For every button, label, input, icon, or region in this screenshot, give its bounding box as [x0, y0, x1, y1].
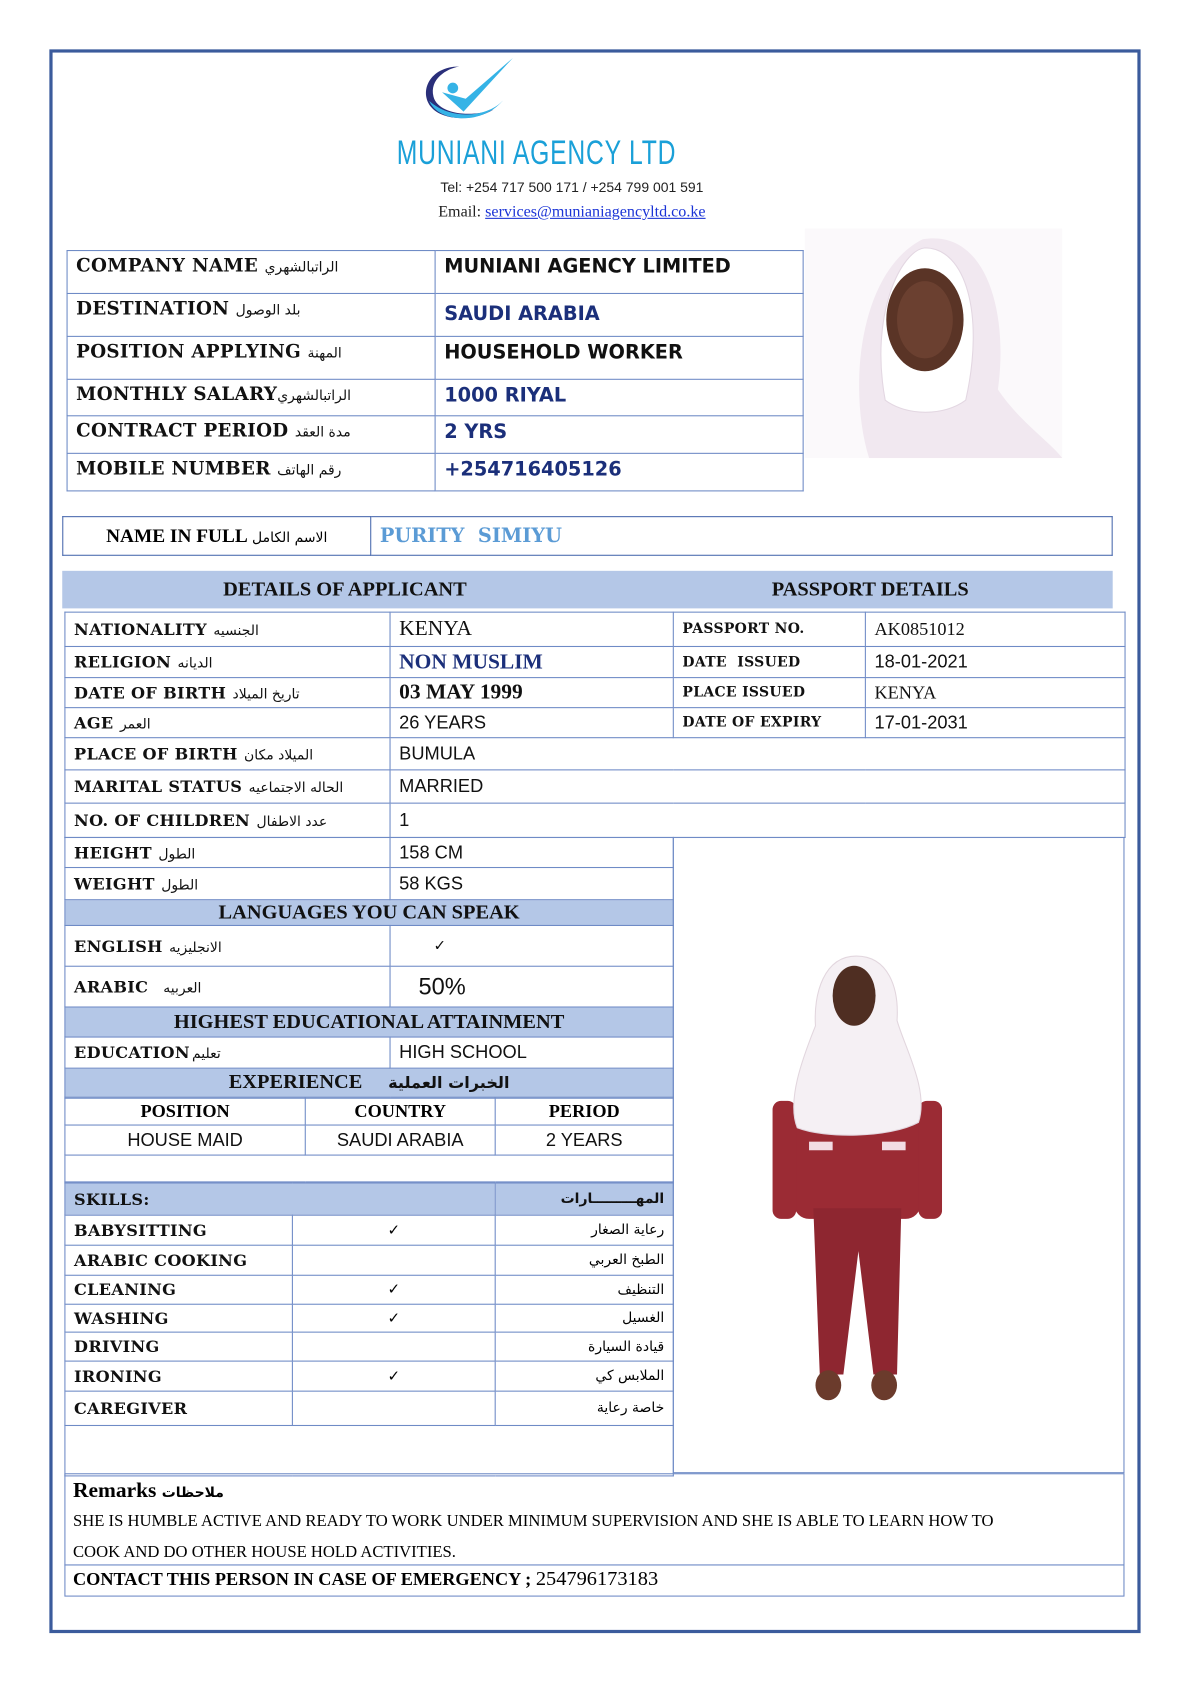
detail-label-arabic: الطول	[158, 846, 196, 863]
summary-label: COMPANY NAME	[76, 255, 259, 277]
email-link[interactable]: services@munianiagencyltd.co.ke	[485, 203, 706, 222]
experience-period: 2 YEARS	[495, 1125, 673, 1155]
checkmark-icon: ✓	[390, 925, 673, 966]
summary-label: MONTHLY SALARY	[76, 384, 278, 406]
detail-label-arabic: العمر	[119, 716, 151, 733]
portrait-photo	[805, 229, 1063, 459]
skill-label: IRONING	[65, 1361, 292, 1391]
skill-row	[65, 1332, 673, 1361]
detail-label-arabic: الجنسيه	[213, 622, 259, 639]
details-heading: DETAILS OF APPLICANT	[223, 577, 467, 601]
skill-arabic: الطبخ العربي	[495, 1245, 673, 1275]
full-body-photo-box	[673, 837, 1125, 1473]
details-row	[65, 678, 1125, 708]
details-table	[64, 612, 1125, 838]
education-value: HIGH SCHOOL	[390, 1037, 673, 1068]
arabic-level: 50%	[390, 966, 673, 1007]
emergency-contact	[64, 1564, 1124, 1596]
languages-heading: LANGUAGES YOU CAN SPEAK	[65, 900, 673, 926]
detail-label-arabic: الطول	[161, 877, 199, 894]
summary-label-arabic: الراتبالشهري	[264, 259, 339, 276]
column-header: PERIOD	[495, 1098, 673, 1125]
marital-status-value: MARRIED	[390, 770, 1125, 803]
left-block	[64, 837, 672, 1477]
skill-row	[65, 1275, 673, 1304]
summary-value: +254716405126	[435, 453, 803, 491]
details-row	[65, 803, 1125, 837]
remarks-text	[73, 1505, 1116, 1567]
skill-arabic: قيادة السيارة	[495, 1332, 673, 1361]
summary-value: HOUSEHOLD WORKER	[435, 336, 803, 379]
skills-table	[64, 1182, 673, 1476]
empty-row	[65, 1155, 673, 1182]
company-title: MUNIANI AGENCY LTD	[396, 133, 677, 172]
language-label: ARABIC	[74, 976, 149, 997]
language-row	[65, 925, 673, 966]
experience-heading	[65, 1068, 673, 1097]
education-row	[65, 1037, 673, 1068]
date-of-expiry: 17-01-2031	[865, 708, 1125, 738]
skill-arabic: رعاية الصغار	[495, 1215, 673, 1245]
detail-label: NATIONALITY	[74, 619, 207, 639]
detail-label: DATE OF BIRTH	[74, 682, 227, 703]
empty-row	[65, 1425, 673, 1475]
company-email-line	[322, 204, 822, 222]
checkmark-icon	[292, 1391, 495, 1425]
nationality-value: KENYA	[390, 612, 673, 646]
language-row	[65, 966, 673, 1007]
name-label: NAME IN FULL	[106, 524, 248, 547]
experience-country: SAUDI ARABIA	[305, 1125, 495, 1155]
details-row	[65, 868, 673, 900]
details-row	[65, 646, 1125, 677]
age-value: 26 YEARS	[390, 708, 673, 738]
column-header: COUNTRY	[305, 1098, 495, 1125]
dob-value: 03 MAY 1999	[390, 678, 673, 708]
passport-label: DATE ISSUED	[673, 646, 865, 677]
experience-row	[65, 1125, 673, 1155]
checkmark-icon: ✓	[292, 1361, 495, 1391]
emergency-number: 254796173183	[535, 1567, 659, 1591]
section-band	[62, 571, 1112, 609]
details-row	[65, 708, 1125, 738]
skills-header	[65, 1183, 673, 1215]
height-value: 158 CM	[390, 837, 673, 867]
summary-label-arabic: مدة العقد	[294, 424, 351, 442]
summary-value: SAUDI ARABIA	[435, 293, 803, 336]
detail-label: RELIGION	[74, 652, 172, 672]
details-row	[65, 612, 1125, 646]
name-label-arabic: الاسم الكامل	[252, 530, 328, 547]
checkmark-icon	[292, 1245, 495, 1275]
skills-title-arabic: المهـــــــــارات	[495, 1183, 673, 1215]
skill-row	[65, 1215, 673, 1245]
skill-row	[65, 1391, 673, 1425]
language-label-arabic: العربيه	[163, 980, 202, 997]
emergency-label: CONTACT THIS PERSON IN CASE OF EMERGENCY ;	[72, 1568, 536, 1590]
skill-arabic: التنظيف	[495, 1275, 673, 1304]
passport-label: PLACE ISSUED	[673, 678, 865, 708]
passport-heading: PASSPORT DETAILS	[771, 577, 969, 601]
summary-label: MOBILE NUMBER	[76, 458, 271, 480]
language-label: ENGLISH	[74, 936, 163, 956]
religion-value: NON MUSLIM	[390, 646, 673, 677]
education-label-arabic: تعليم	[191, 1046, 221, 1063]
summary-row	[67, 336, 803, 379]
summary-row	[67, 416, 803, 454]
checkmark-icon: ✓	[292, 1304, 495, 1332]
skill-row	[65, 1361, 673, 1391]
checkmark-icon	[292, 1332, 495, 1361]
summary-label: POSITION APPLYING	[76, 341, 302, 363]
detail-label: HEIGHT	[74, 842, 152, 863]
detail-label: AGE	[74, 713, 114, 733]
full-body-photo	[770, 951, 942, 1402]
email-label: Email:	[438, 203, 486, 222]
summary-row	[67, 293, 803, 336]
detail-label-arabic: الديانه	[177, 655, 213, 672]
detail-label: NO. OF CHILDREN	[74, 810, 251, 830]
skill-label: CLEANING	[65, 1275, 292, 1304]
agency-logo-icon	[416, 56, 515, 127]
detail-label: PLACE OF BIRTH	[74, 744, 238, 764]
experience-table	[64, 1098, 673, 1183]
summary-table	[67, 250, 804, 491]
detail-label-arabic: عدد الاطفال	[256, 813, 328, 830]
remarks-line: COOK AND DO OTHER HOUSE HOLD ACTIVITIES.	[72, 1542, 456, 1562]
date-issued: 18-01-2021	[865, 646, 1125, 677]
summary-row	[67, 251, 803, 294]
details-row	[65, 738, 1125, 770]
detail-label-arabic: الحاله الاجتماعيه	[248, 780, 344, 797]
language-label-arabic: الانجليزيه	[169, 939, 222, 956]
checkmark-icon: ✓	[292, 1215, 495, 1245]
summary-label-arabic: رقم الهاتف	[277, 462, 342, 479]
checkmark-icon: ✓	[292, 1275, 495, 1304]
summary-row	[67, 453, 803, 491]
summary-label-arabic: المهنة	[307, 345, 342, 362]
skill-arabic: خاصة رعاية	[495, 1391, 673, 1425]
remarks-line: SHE IS HUMBLE ACTIVE AND READY TO WORK UNDER MINIMUM SUPERVISION AND SHE IS ABLE TO LEARN HOW TO	[72, 1511, 994, 1531]
experience-header-row	[65, 1098, 673, 1125]
passport-label: PASSPORT NO.	[673, 612, 865, 646]
detail-label: WEIGHT	[74, 873, 155, 894]
summary-label: DESTINATION	[76, 298, 230, 320]
column-header: POSITION	[65, 1098, 305, 1125]
experience-title: EXPERIENCE	[228, 1070, 363, 1094]
weight-value: 58 KGS	[390, 868, 673, 900]
remarks-label-arabic: ملاحظات	[161, 1485, 224, 1502]
skill-arabic: الغسيل	[495, 1304, 673, 1332]
summary-value: 1000 RIYAL	[435, 379, 803, 415]
company-phone: Tel: +254 717 500 171 / +254 799 001 591	[440, 179, 704, 196]
education-heading: HIGHEST EDUCATIONAL ATTAINMENT	[65, 1007, 673, 1037]
detail-label: MARITAL STATUS	[74, 776, 243, 797]
summary-value: MUNIANI AGENCY LIMITED	[435, 251, 803, 294]
details-row	[65, 837, 673, 867]
summary-label-arabic: الراتبالشهري	[277, 388, 352, 405]
name-table	[62, 516, 1112, 556]
skill-label: BABYSITTING	[65, 1215, 292, 1245]
summary-label-arabic: بلد الوصول	[235, 302, 301, 319]
education-label: EDUCATION	[74, 1042, 190, 1063]
children-value: 1	[390, 803, 1125, 837]
details-row	[65, 770, 1125, 803]
passport-number: AK0851012	[865, 612, 1125, 646]
skill-label: DRIVING	[65, 1332, 292, 1361]
remarks-box	[64, 1473, 1124, 1565]
place-issued: KENYA	[865, 678, 1125, 708]
remarks-label: Remarks	[72, 1478, 157, 1503]
skills-title: SKILLS:	[65, 1183, 495, 1215]
skill-label: CAREGIVER	[65, 1391, 292, 1425]
summary-row	[67, 379, 803, 415]
skill-arabic: الملابس كي	[495, 1361, 673, 1391]
skill-row	[65, 1304, 673, 1332]
experience-title-arabic: الخبرات العملية	[388, 1073, 510, 1093]
detail-label-arabic: الميلاد مكان	[244, 747, 314, 764]
experience-position: HOUSE MAID	[65, 1125, 305, 1155]
place-of-birth-value: BUMULA	[390, 738, 1125, 770]
detail-label-arabic: تاريخ الميلاد	[232, 686, 300, 703]
skill-label: ARABIC COOKING	[65, 1245, 292, 1275]
summary-label: CONTRACT PERIOD	[76, 420, 289, 443]
applicant-name: PURITY SIMIYU	[371, 517, 1112, 556]
skill-row	[65, 1245, 673, 1275]
passport-label: DATE OF EXPIRY	[673, 708, 865, 738]
summary-value: 2 YRS	[435, 416, 803, 454]
skill-label: WASHING	[65, 1304, 292, 1332]
